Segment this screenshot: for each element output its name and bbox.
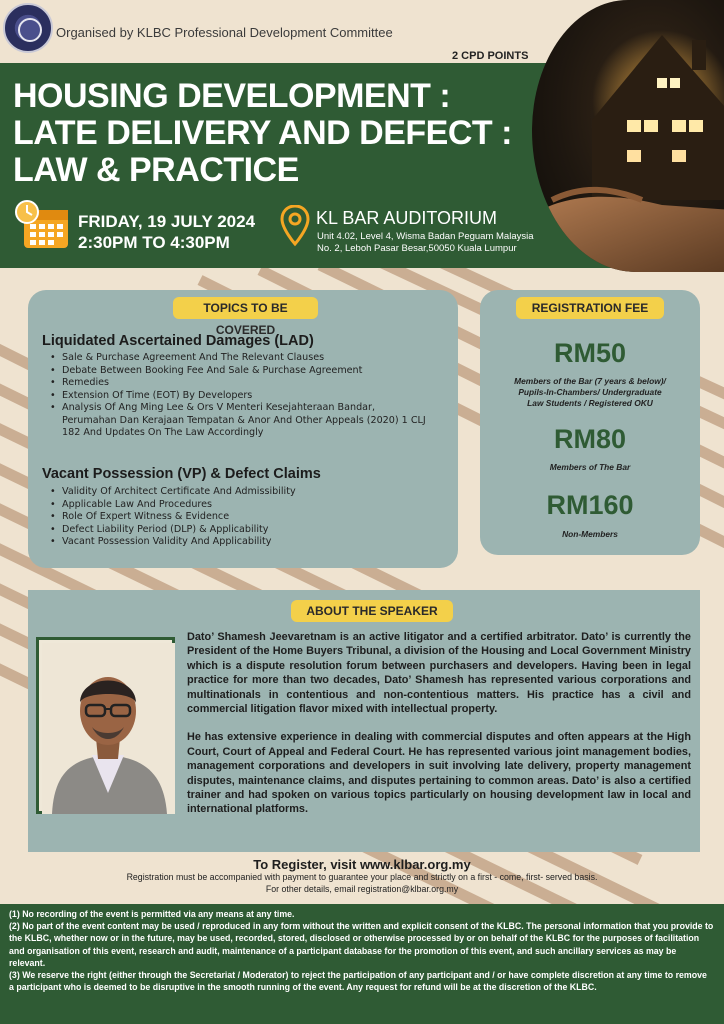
house-photo [532, 0, 724, 272]
fee-note-rm160: Non-Members [562, 529, 618, 539]
calendar-clock-icon [14, 200, 70, 250]
speaker-bio [187, 630, 691, 817]
title-line-3: LAW & PRACTICE [13, 151, 299, 189]
registration-details [0, 872, 724, 895]
cpd-points: 2 CPD POINTS [452, 50, 529, 62]
fee-price-rm160: RM160 [546, 490, 634, 520]
event-datetime [78, 211, 255, 253]
topics-heading: TOPICS TO BE COVERED [173, 297, 318, 319]
venue-address-line-1: Unit 4.02, Level 4, Wisma Badan Peguam Malaysia [317, 231, 534, 242]
topic-list-lad [50, 352, 450, 440]
topic-item: • Validity Of Architect Certificate And Admissibility [50, 486, 450, 499]
disclaimer-box [0, 904, 724, 1024]
event-date: FRIDAY, 19 JULY 2024 [78, 212, 256, 231]
topic-section-vp-title: Vacant Possession (VP) & Defect Claims [42, 466, 321, 482]
topic-list-vp [50, 486, 450, 549]
topic-item-continued: Perumahan Dan Kerajaan Tempatan & Anor And Other Appeals (2020) 1 CLJ [62, 414, 426, 426]
registration-note: Registration must be accompanied with payment to guarantee your place and strictly on a first - come, first- served basis. [126, 872, 598, 882]
speaker-photo [36, 637, 175, 814]
topic-item: • Role Of Expert Witness & Evidence [50, 511, 450, 524]
title-line-1: HOUSING DEVELOPMENT : [13, 77, 451, 115]
fee-price-rm50: RM50 [553, 338, 627, 368]
topic-item: • Sale & Purchase Agreement And The Relevant Clauses [50, 352, 450, 365]
fee-note-line: Members of the Bar (7 years & below)/ [514, 376, 666, 386]
topic-item: • Applicable Law And Procedures [50, 499, 450, 512]
speaker-bio-paragraph-2: He has extensive experience in dealing with commercial disputes and often appears at the High Court, Court of Appeal and Federal Court. He has represented various joint management bodies, management corporations and developers in suit involving late delivery, property management disputes, maintenance claims, and disputes pertaining to common areas. Dato’ is also a certified trainer and had spoken on various topics particularly on housing development law in local and international platforms. [187, 731, 691, 816]
topic-item: • Analysis Of Ang Ming Lee & Ors V Menteri Kesejahteraan Bandar, [50, 402, 450, 415]
fee-note-rm80: Members of The Bar [549, 462, 631, 472]
fee-note-line: Pupils-In-Chambers/ Undergraduate [518, 387, 662, 397]
fee-note-line: Law Students / Registered OKU [527, 398, 653, 408]
disclaimer-item-2: (2) No part of the event content may be used / reproduced in any form without the written and explicit consent of the KLBC. The personal information that you provide to the KLBC, whether now or in the future, may be used, recorded, stored, disclosed or otherwise processed by or on behalf of the KLBC for the purposes of facilitation and organisation of this event, research and audit, maintenance of a participant database for the promotion of this event, and such ancillary services as may be relevant. [9, 921, 714, 968]
topic-item: • Vacant Possession Validity And Applicability [50, 536, 450, 549]
topic-section-lad-title: Liquidated Ascertained Damages (LAD) [42, 333, 314, 349]
registration-link[interactable]: To Register, visit www.klbar.org.my [253, 857, 471, 872]
event-title [13, 78, 512, 189]
fee-note-rm50 [490, 376, 690, 409]
venue-address [317, 231, 534, 255]
topic-item: • Defect Liability Period (DLP) & Applicability [50, 524, 450, 537]
topic-item-continued: 182 And Updates On The Law Accordingly [62, 427, 264, 438]
organiser-text: Organised by KLBC Professional Development Committee [56, 25, 393, 40]
location-pin-icon [280, 205, 310, 247]
fee-price-rm80: RM80 [553, 424, 627, 454]
topic-item: • Remedies [50, 377, 450, 390]
topic-item: • Debate Between Booking Fee And Sale & Purchase Agreement [50, 365, 450, 378]
topic-item: • Extension Of Time (EOT) By Developers [50, 390, 450, 403]
title-line-2: LATE DELIVERY AND DEFECT : [13, 114, 512, 152]
venue-address-line-2: No. 2, Leboh Pasar Besar,50050 Kuala Lumpur [317, 243, 517, 254]
fee-heading: REGISTRATION FEE [516, 297, 664, 319]
klbc-logo [3, 3, 53, 53]
speaker-bio-paragraph-1: Dato’ Shamesh Jeevaretnam is an active litigator and a certified arbitrator. Dato’ is currently the President of the Home Buyers Tribunal, a division of the Housing and Local Government Ministry which is a dispute resolution forum between purchasers and developers. Having been in legal practice for more than two decades, Dato’ Shamesh has represented various corporations and multinationals in contentious and non-contentious matters. His practice has a civil and commercial litigation flavor mixed with intellectual property. [187, 631, 691, 716]
speaker-heading: ABOUT THE SPEAKER [291, 600, 453, 622]
registration-email[interactable]: For other details, email registration@klbar.org.my [265, 883, 459, 894]
event-time: 2:30PM TO 4:30PM [78, 233, 230, 252]
venue-name: KL BAR AUDITORIUM [316, 208, 498, 228]
disclaimer-item-3: (3) We reserve the right (either through the Secretariat / Moderator) to reject the participation of any participant and / or have complete discretion at any time to remove a participant who is deemed to be disruptive in the smooth running of the event. Any request for refund will be at the discretion of the KLBC. [9, 970, 707, 993]
disclaimer-item-1: (1) No recording of the event is permitted via any means at any time. [9, 909, 295, 919]
